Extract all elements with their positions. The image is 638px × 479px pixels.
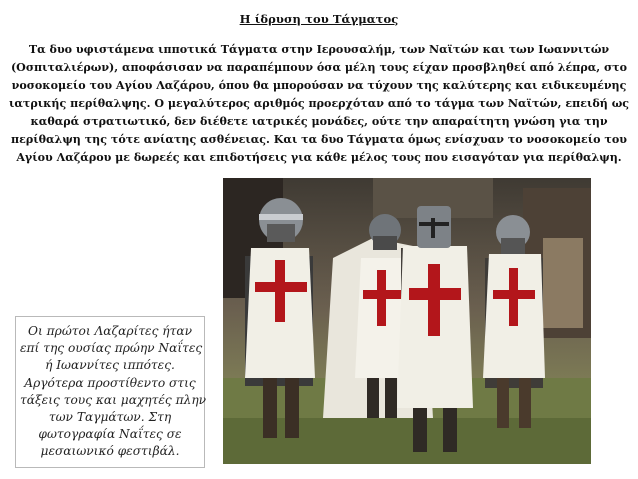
paragraph-line: νοσοκομείο του Αγίου Λαζάρου, όπου θα μπορούσαν να τύχουν της καλύτερης και ειδικευμένης (11, 79, 627, 92)
page-title: Η ίδρυση του Τάγματος (239, 12, 399, 26)
knights-photo (223, 178, 591, 464)
paragraph-line: Αγίου Λαζάρου με δωρεές και επιδοτήσεις για κάθε μέλος τους που εισαγόταν για περίθαλψη. (16, 151, 622, 164)
templar-knights-illustration (223, 178, 591, 464)
paragraph-line: ιατρικής περίθαλψης. Ο μεγαλύτερος αριθμός προερχόταν από το τάγμα των Ναϊτών, επειδή ως (8, 97, 630, 110)
paragraph-line: καθαρά στρατιωτικό, δεν διέθετε ιατρικές μονάδες, ούτε την απαραίτητη γνώση για την (30, 115, 608, 128)
caption-line: των Ταγμάτων. Στη (48, 410, 172, 425)
paragraph-line: (Οσπιταλιέρων), αποφάσισαν να παραπέμπουν όσα μέλη τους είχαν προσβληθεί από λέπρα, στο (10, 61, 628, 74)
caption-line: Αργότερα προστίθεντο στις (24, 375, 196, 390)
main-paragraph (0, 41, 638, 167)
caption-line: φωτογραφία Ναΐτες σε (38, 427, 182, 442)
caption-line: μεσαιωνικό φεστιβάλ. (40, 444, 180, 459)
caption-line: ή Ιωαννίτες ιππότες. (45, 358, 175, 373)
photo-caption (15, 316, 205, 468)
paragraph-line: περίθαλψη της τότε ανίατης ασθένειας. Και τα δυο Τάγματα όμως ενίσχυαν το νοσοκομείο του (11, 133, 627, 146)
caption-line: Οι πρώτοι Λαζαρίτες ήταν (28, 324, 192, 338)
paragraph-line: Τα δυο υφιστάμενα ιπποτικά Τάγματα στην Ιερουσαλήμ, των Ναϊτών και των Ιωαννιτών (28, 43, 610, 56)
caption-line: τάξεις τους και μαχητές πλην (20, 392, 207, 407)
caption-line: επί της ουσίας πρώην Ναΐτες (20, 341, 203, 356)
